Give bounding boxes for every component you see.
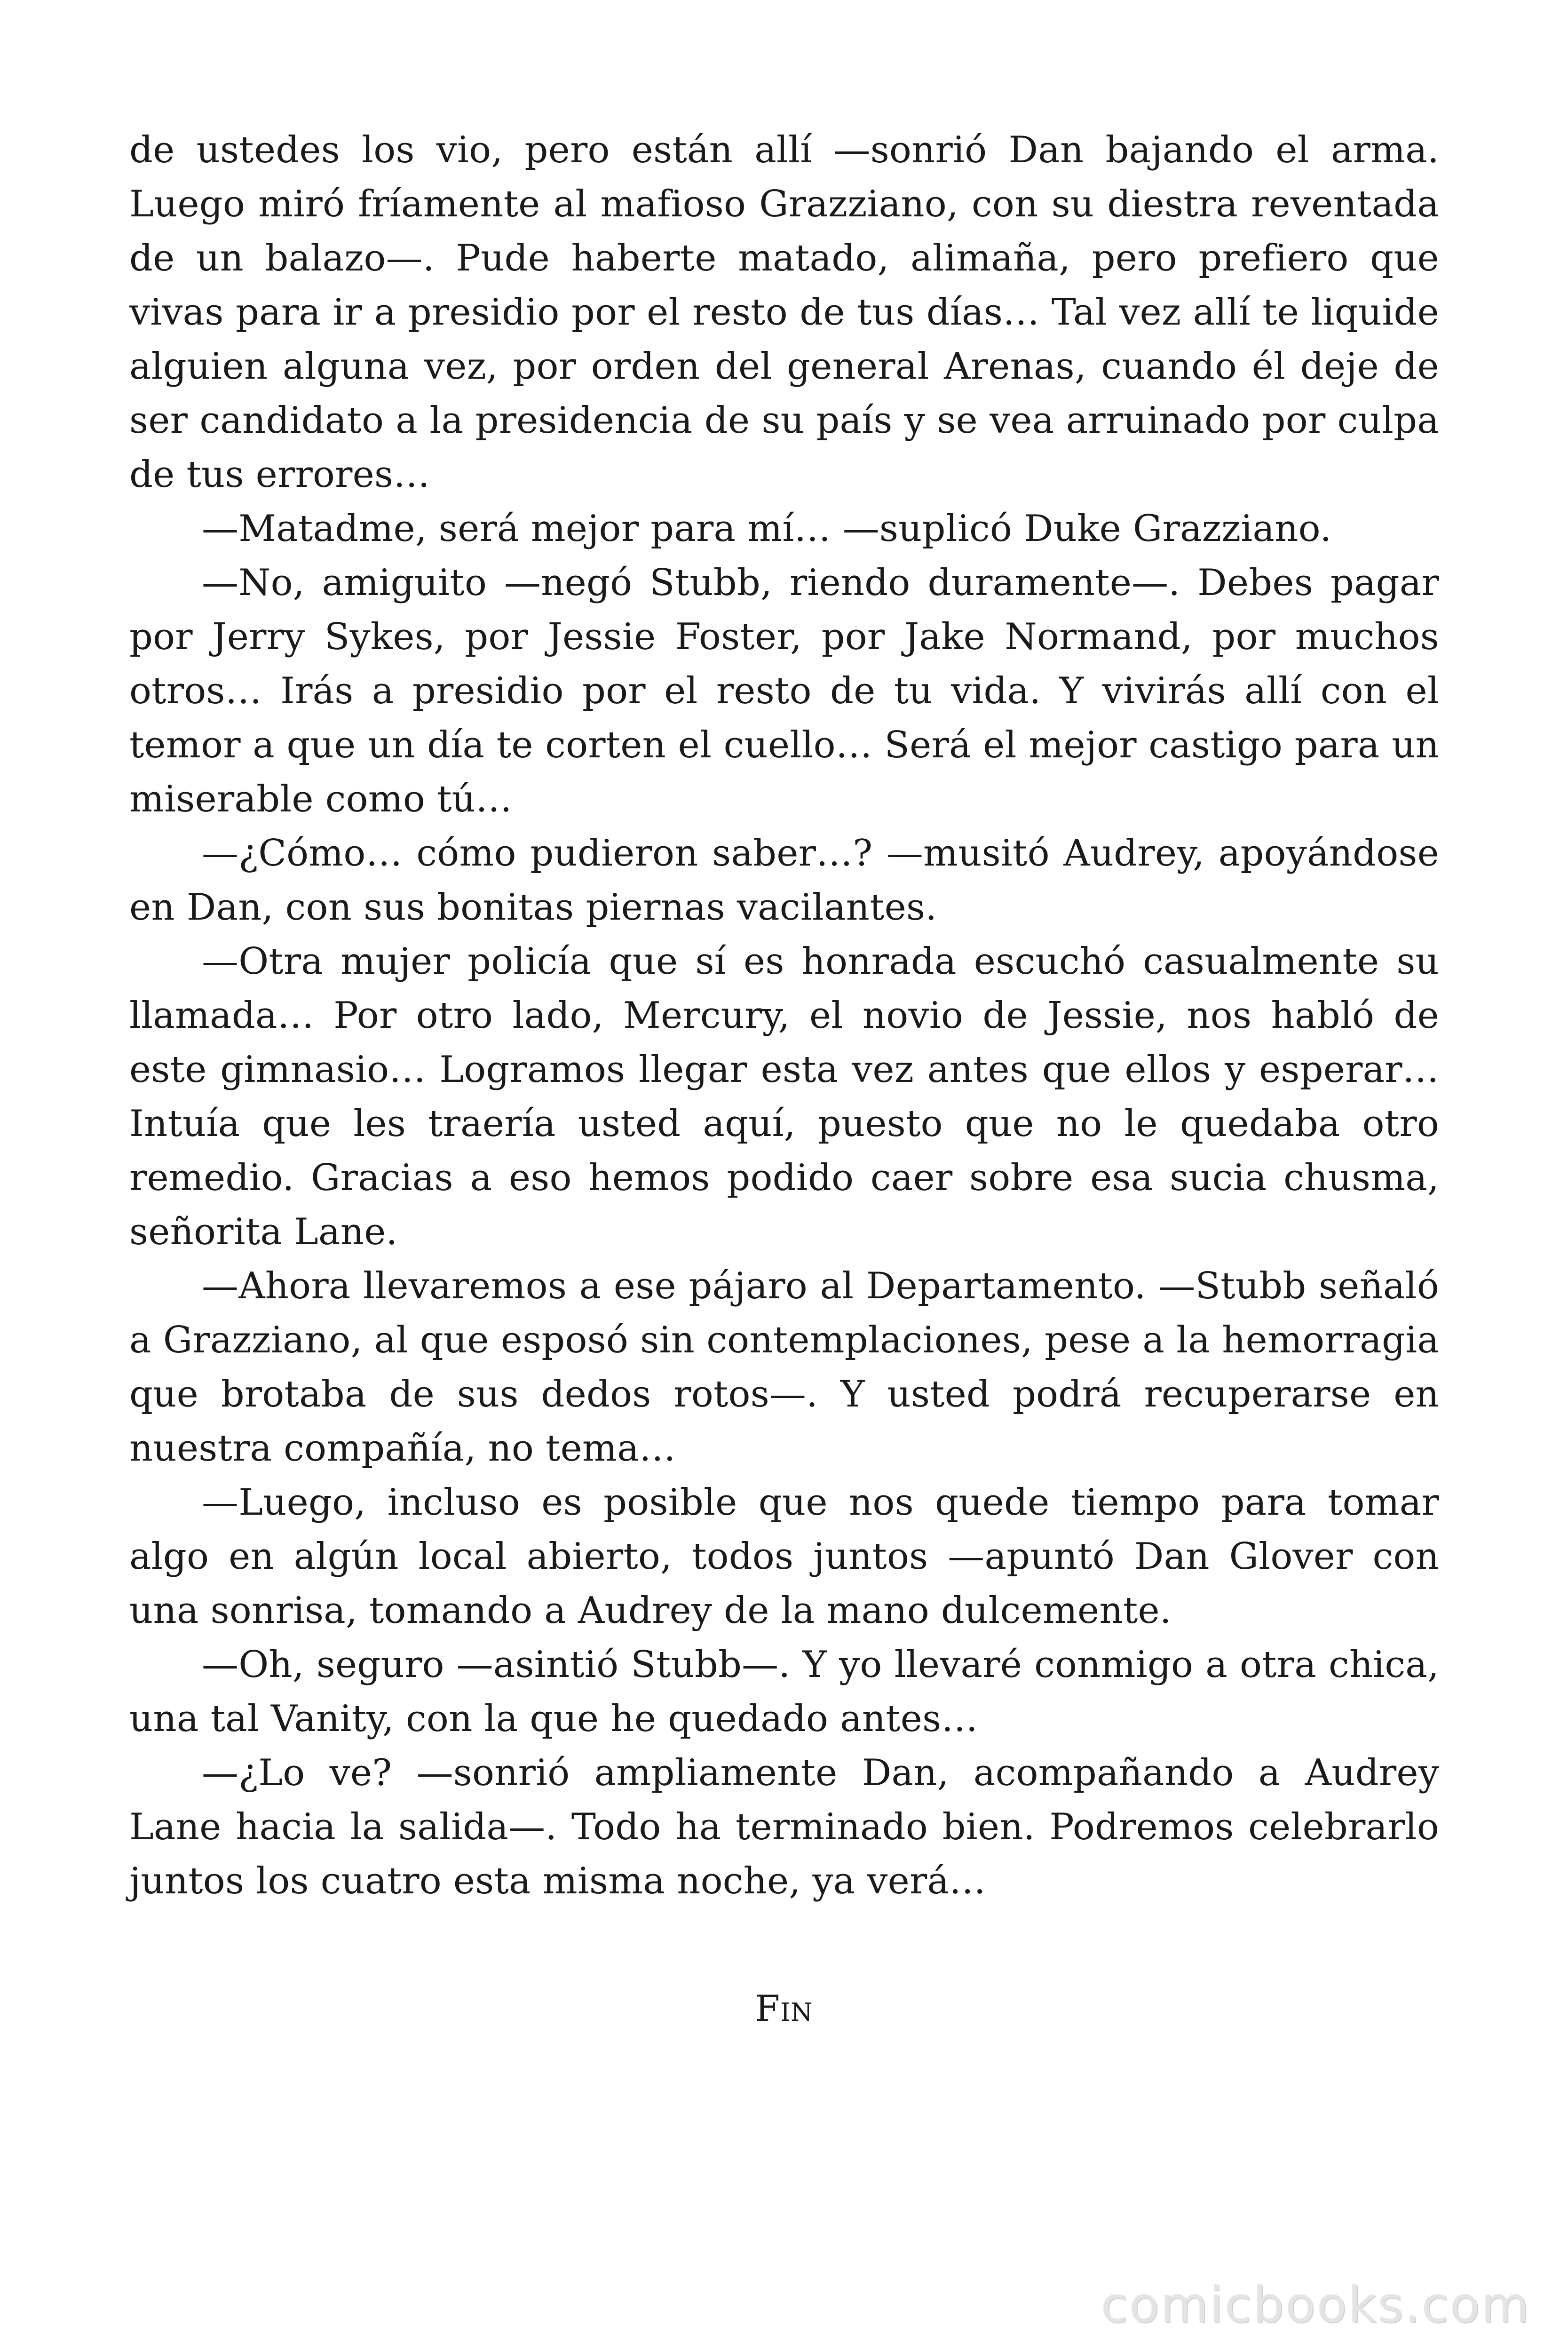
paragraph: —Ahora llevaremos a ese pájaro al Departamento. —Stubb señaló a Grazziano, al que esposó sin contemplaciones, pese a la hemorragia que brotaba de sus dedos rotos—. Y usted podrá recuperarse en nuestra compañía, no tema… xyxy=(129,1265,1439,1470)
ending-text: Fin xyxy=(755,1987,813,2029)
paragraph: —¿Lo ve? —sonrió ampliamente Dan, acompañando a Audrey Lane hacia la salida—. Todo ha terminado bien. Podremos celebrarlo juntos los cuatro esta misma noche, ya verá… xyxy=(129,1752,1439,1902)
paragraph: de ustedes los vio, pero están allí —sonrió Dan bajando el arma. Luego miró fríamente al mafioso Grazziano, con su diestra reventada de un balazo—. Pude haberte matado, alimaña, pero prefiero que vivas para ir a presidio por el resto de tus días… Tal vez allí te liquide alguien alguna vez, por orden del general Arenas, cuando él deje de ser candidato a la presidencia de su país y se vea arruinado por culpa de tus errores… xyxy=(129,129,1439,496)
paragraph: —Luego, incluso es posible que nos quede tiempo para tomar algo en algún local abierto, todos juntos —apuntó Dan Glover con una sonrisa, tomando a Audrey de la mano dulcemente. xyxy=(129,1481,1439,1632)
paragraph: —¿Cómo… cómo pudieron saber…? —musitó Audrey, apoyándose en Dan, con sus bonitas piernas vacilantes. xyxy=(129,832,1439,929)
paragraph: —Oh, seguro —asintió Stubb—. Y yo llevaré conmigo a otra chica, una tal Vanity, con la que he quedado antes… xyxy=(129,1644,1439,1740)
body-text xyxy=(129,123,1439,1908)
site-watermark: comicbooks.com xyxy=(1101,2276,1530,2334)
paragraph: —Otra mujer policía que sí es honrada escuchó casualmente su llamada… Por otro lado, Mercury, el novio de Jessie, nos habló de este gimnasio… Logramos llegar esta vez antes que ellos y esperar… Intuía que les traería usted aquí, puesto que no le quedaba otro remedio. Gracias a eso hemos podido caer sobre esa sucia chusma, señorita Lane. xyxy=(129,940,1439,1253)
paragraph: —No, amiguito —negó Stubb, riendo duramente—. Debes pagar por Jerry Sykes, por Jessie Foster, por Jake Normand, por muchos otros… Irás a presidio por el resto de tu vida. Y vivirás allí con el temor a que un día te corten el cuello… Será el mejor castigo para un miserable como tú… xyxy=(129,562,1439,820)
paragraph: —Matadme, será mejor para mí… —suplicó Duke Grazziano. xyxy=(202,508,1332,550)
